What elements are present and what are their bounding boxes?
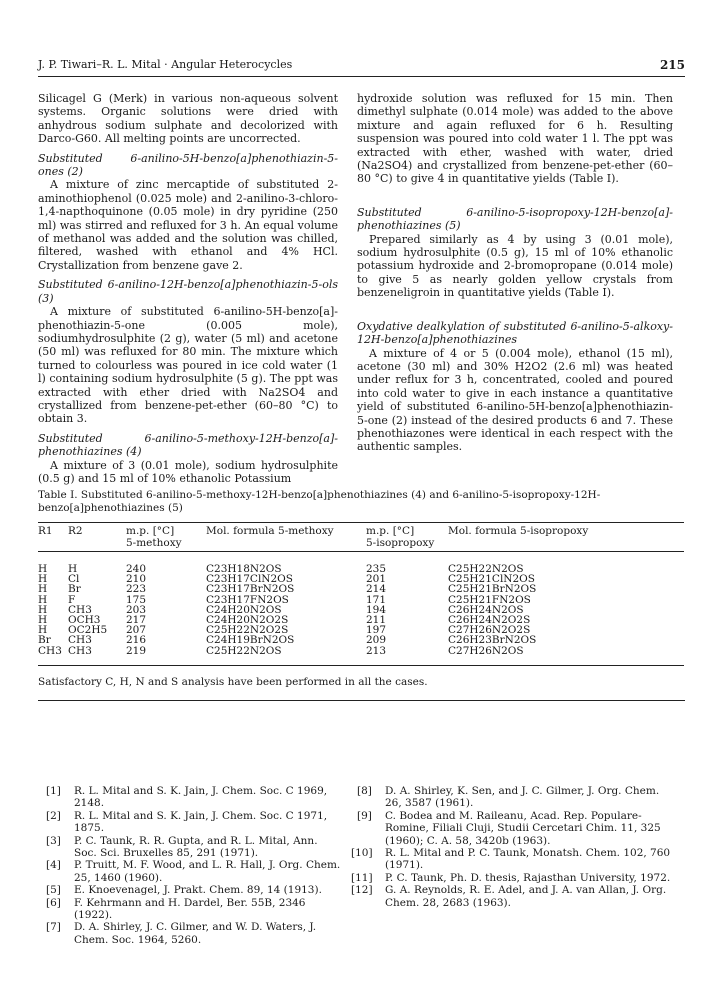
cell-mp-isopropoxy: 209 [366, 634, 387, 647]
table-caption: Table I. Substituted 6-anilino-5-methoxy-12H-benzo[a]phenothiazines (4) and 6-anilino-5-isopropoxy-12H-benzo[a]phenothiazines (5) [38, 489, 601, 515]
reference-item [46, 859, 342, 884]
cell-r1: H [38, 573, 48, 586]
cell-mp-methoxy: 207 [126, 624, 147, 637]
cell-mp-methoxy: 203 [126, 603, 147, 616]
cell-formula-isopropoxy: C26H24N2OS [448, 603, 524, 616]
reference-item [351, 884, 673, 909]
column-header-r2: R2 [68, 523, 126, 552]
reference-item [357, 785, 673, 810]
reference-number: [5] [46, 884, 61, 897]
reference-number: [2] [46, 809, 61, 822]
table-row [38, 552, 684, 575]
page-number: 215 [659, 58, 685, 72]
cell-formula-methoxy: C23H18N2OS [206, 563, 282, 575]
cell-mp-methoxy: 216 [126, 634, 147, 647]
reference-number: [9] [357, 809, 372, 822]
reference-item [46, 835, 342, 860]
reference-text: G. A. Reynolds, R. E. Adel, and J. A. van Allan, J. Org. Chem. 28, 2683 (1963). [385, 884, 667, 909]
reference-text: P. Truitt, M. F. Wood, and L. R. Hall, J. Org. Chem. 25, 1460 (1960). [74, 859, 341, 884]
paragraph-compound-5: Prepared similarly as 4 by using 3 (0.01 mole), sodium hydrosulphite (0.5 g), 15 ml of 10% ethanolic potassium hydroxide and 2-bromopropane (0.014 mole) to give 5 as nearly golden yellow crystals from benzeneligroin in quantitative yields (Table I). [357, 232, 673, 300]
section-heading-dealkylation: Oxydative dealkylation of substituted 6-anilino-5-alkoxy-12H-benzo[a]phenothiazines [357, 319, 673, 347]
cell-mp-methoxy: 217 [126, 614, 147, 627]
cell-r1: H [38, 624, 48, 637]
cell-r1: Br [38, 634, 51, 647]
cell-formula-isopropoxy: C26H24N2O2S [448, 614, 531, 627]
cell-mp-isopropoxy: 171 [366, 593, 387, 606]
cell-formula-isopropoxy: C25H21FN2OS [448, 593, 531, 606]
cell-formula-methoxy: C23H17ClN2OS [206, 573, 293, 586]
header-rule [38, 76, 685, 77]
cell-formula-methoxy: C23H17BrN2OS [206, 583, 295, 596]
cell-r1: H [38, 593, 48, 606]
reference-text: R. L. Mital and S. K. Jain, J. Chem. Soc. C 1971, 1875. [74, 809, 328, 835]
column-header-formula-isopropoxy: Mol. formula 5-isopropoxy [448, 523, 684, 552]
section-heading-compound-2: Substituted 6-anilino-5H-benzo[a]phenothiazin-5-ones (2) [38, 151, 338, 179]
reference-text: C. Bodea and M. Raileanu, Acad. Rep. Populare-Romine, Filiali Cluji, Studii Cercetari Chim. 11, 325 (1960); C. A. 58, 3420b (1963). [385, 809, 661, 847]
paragraph-compound-4-cont: hydroxide solution was refluxed for 15 min. Then dimethyl sulphate (0.014 mole) was added to the above mixture and again refluxed for 6 h. Resulting suspension was poured into cold water 1 l. The ppt was extracted with ether, washed with water, dried (Na2SO4) and crystallized from benzene-pet-ether (60–80 °C) to give 4 in quantitative yields (Table I). [357, 92, 673, 186]
reference-item [46, 810, 342, 835]
reference-number: [6] [46, 896, 61, 909]
reference-item [351, 871, 673, 884]
right-column [357, 92, 673, 454]
cell-mp-isopropoxy: 201 [366, 573, 387, 586]
cell-mp-methoxy: 175 [126, 593, 147, 606]
reference-item [46, 785, 342, 810]
running-header [38, 58, 685, 76]
cell-mp-isopropoxy: 213 [366, 644, 387, 657]
section-heading-compound-5: Substituted 6-anilino-5-isopropoxy-12H-benzo[a]-phenothiazines (5) [357, 205, 673, 233]
reference-number: [4] [46, 859, 61, 872]
reference-item [351, 847, 673, 872]
cell-r2: CH3 [68, 634, 92, 647]
cell-r2: Cl [68, 573, 80, 586]
running-title: J. P. Tiwari–R. L. Mital · Angular Heterocycles [38, 58, 293, 71]
cell-formula-methoxy: C25H22N2OS [206, 644, 282, 657]
cell-formula-isopropoxy: C27H26N2O2S [448, 624, 531, 637]
paragraph-dealkylation: A mixture of 4 or 5 (0.004 mole), ethanol (15 ml), acetone (30 ml) and 30% H2O2 (2.6 ml) was heated under reflux for 3 h, concentrated, cooled and poured into cold water to give in each instance a quantitative yield of substituted 6-anilino-5H-benzo[a]phenothiazin-5-one (2) instead of the desired products 6 and 7. These phenothiazones were identical in each respect with the authentic samples. [357, 346, 673, 454]
cell-formula-methoxy: C23H17FN2OS [206, 593, 289, 606]
left-column [38, 92, 338, 485]
reference-text: P. C. Taunk, R. R. Gupta, and R. L. Mital, Ann. Soc. Sci. Bruxelles 85, 291 (1971). [74, 834, 318, 860]
cell-mp-methoxy: 223 [126, 583, 147, 596]
cell-formula-methoxy: C24H19BrN2OS [206, 634, 295, 647]
cell-r1: H [38, 603, 48, 616]
cell-formula-methoxy: C25H22N2O2S [206, 624, 289, 637]
cell-r2: H [68, 563, 78, 575]
cell-r2: CH3 [68, 603, 92, 616]
reference-number: [10] [351, 847, 373, 860]
reference-text: E. Knoevenagel, J. Prakt. Chem. 89, 14 (1913). [74, 884, 322, 897]
table-row [38, 646, 684, 660]
column-header-formula-methoxy: Mol. formula 5-methoxy [206, 523, 366, 552]
cell-mp-methoxy: 219 [126, 644, 147, 657]
cell-r2: CH3 [68, 644, 92, 657]
cell-r2: OCH3 [68, 614, 101, 627]
reference-number: [12] [351, 884, 373, 897]
cell-mp-isopropoxy: 194 [366, 603, 387, 616]
paragraph-silicagel: Silicagel G (Merk) in various non-aqueous solvent systems. Organic solutions were dried with anhydrous sodium sulphate and decolorized with Darco-G60. All melting points are uncorrected. [38, 92, 338, 146]
reference-number: [1] [46, 785, 61, 797]
cell-formula-isopropoxy: C25H22N2OS [448, 563, 524, 575]
compound-table [38, 522, 684, 660]
references-right-column [351, 785, 673, 909]
cell-mp-isopropoxy: 211 [366, 614, 387, 627]
cell-formula-isopropoxy: C26H23BrN2OS [448, 634, 537, 647]
reference-text: D. A. Shirley, J. C. Gilmer, and W. D. Waters, J. Chem. Soc. 1964, 5260. [74, 921, 317, 946]
cell-r1: H [38, 563, 48, 575]
reference-item [46, 921, 342, 946]
cell-formula-isopropoxy: C25H21ClN2OS [448, 573, 535, 586]
paragraph-compound-2: A mixture of zinc mercaptide of substituted 2-aminothiophenol (0.025 mole) and 2-anilino-3-chloro-1,4-napthoquinone (0.05 mole) in dry pyridine (250 ml) was stirred and refluxed for 3 h. An equal volume of methanol was added and the solution was chilled, filtered, washed with ethanol and 4% HCl. Crystallization from benzene gave 2. [38, 178, 338, 272]
cell-r1: H [38, 583, 48, 596]
reference-text: P. C. Taunk, Ph. D. thesis, Rajasthan University, 1972. [385, 871, 671, 884]
reference-item [357, 810, 673, 847]
reference-number: [3] [46, 834, 61, 847]
cell-r1: CH3 [38, 644, 62, 657]
cell-formula-isopropoxy: C25H21BrN2OS [448, 583, 537, 596]
cell-mp-methoxy: 210 [126, 573, 147, 586]
cell-formula-methoxy: C24H20N2O2S [206, 614, 289, 627]
paragraph-compound-3: A mixture of substituted 6-anilino-5H-benzo[a]-phenothiazin-5-one (0.005 mole), sodiumhydrosulphite (2 g), water (5 ml) and acetone (50 ml) was refluxed for 80 min. The mixture which turned to colourless was poured in ice cold water (1 l) containing sodium hydrosulphite (5 g). The ppt was extracted with ether dried with Na2SO4 and crystallized from benzene-pet-ether (60–80 °C) to obtain 3. [38, 305, 338, 426]
column-header-mp-isopropoxy: m.p. [°C] 5-isopropoxy [366, 523, 448, 552]
reference-text: R. L. Mital and P. C. Taunk, Monatsh. Chem. 102, 760 (1971). [385, 847, 671, 872]
reference-text: R. L. Mital and S. K. Jain, J. Chem. Soc. C 1969, 2148. [74, 785, 328, 810]
cell-formula-isopropoxy: C27H26N2OS [448, 644, 524, 657]
reference-item [46, 897, 342, 922]
reference-item [46, 884, 342, 896]
column-header-r1: R1 [38, 523, 68, 552]
reference-number: [8] [357, 785, 372, 797]
reference-number: [7] [46, 921, 61, 934]
paragraph-compound-4: A mixture of 3 (0.01 mole), sodium hydrosulphite (0.5 g) and 15 ml of 10% ethanolic Potassium [38, 458, 338, 485]
cell-mp-isopropoxy: 214 [366, 583, 387, 596]
reference-number: [11] [351, 871, 373, 884]
section-heading-compound-4: Substituted 6-anilino-5-methoxy-12H-benzo[a]-phenothiazines (4) [38, 431, 338, 459]
table-footnote: Satisfactory C, H, N and S analysis have been performed in all the cases. [38, 676, 428, 688]
cell-mp-isopropoxy: 235 [366, 563, 387, 575]
cell-mp-methoxy: 240 [126, 563, 147, 575]
table-bottom-rule [38, 665, 684, 666]
column-header-mp-methoxy: m.p. [°C] 5-methoxy [126, 523, 206, 552]
reference-text: D. A. Shirley, K. Sen, and J. C. Gilmer, J. Org. Chem. 26, 3587 (1961). [385, 785, 660, 810]
cell-r2: F [68, 593, 76, 606]
cell-r2: Br [68, 583, 81, 596]
cell-r1: H [38, 614, 48, 627]
references-left-column [46, 785, 342, 946]
table-body [38, 552, 684, 660]
cell-mp-isopropoxy: 197 [366, 624, 387, 637]
section-heading-compound-3: Substituted 6-anilino-12H-benzo[a]phenothiazin-5-ols (3) [38, 278, 338, 305]
cell-r2: OC2H5 [68, 624, 108, 637]
cell-formula-methoxy: C24H20N2OS [206, 603, 282, 616]
footnote-rule [38, 700, 685, 701]
reference-text: F. Kehrmann and H. Dardel, Ber. 55B, 2346 (1922). [74, 896, 306, 922]
